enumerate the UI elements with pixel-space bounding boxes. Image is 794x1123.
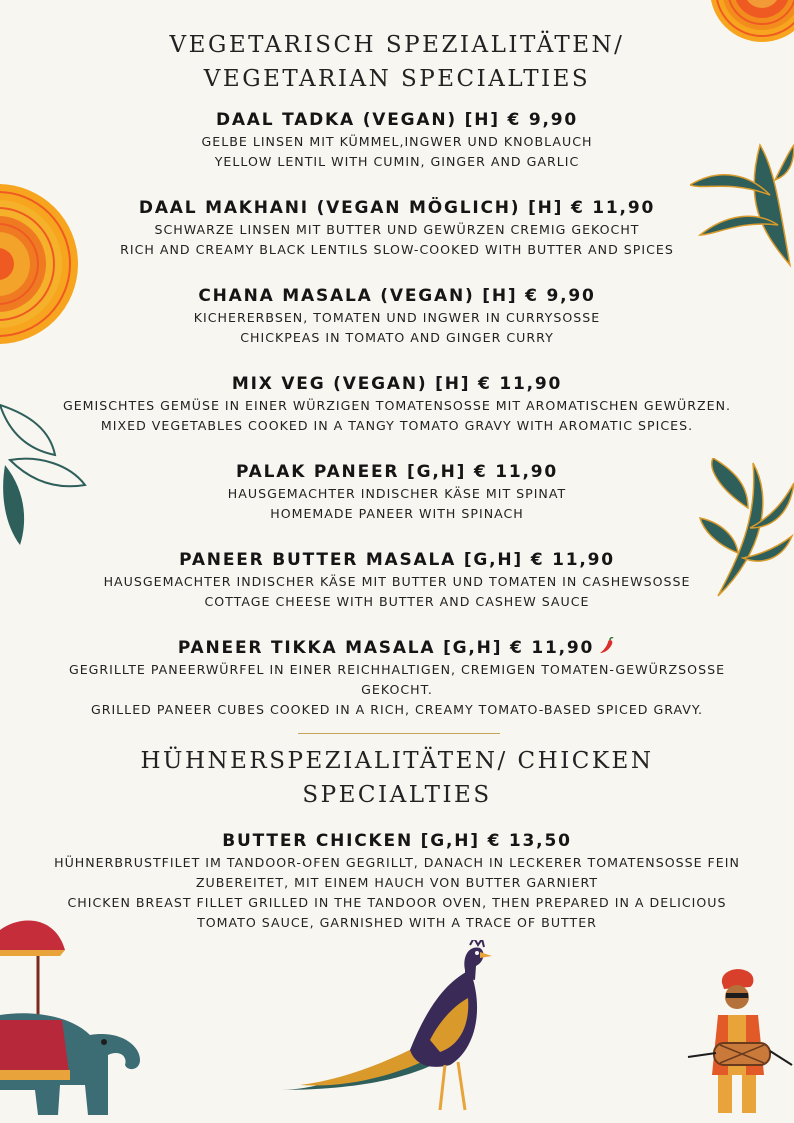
section-title-line: SPECIALTIES: [302, 782, 492, 808]
section-title-chicken: [0, 744, 794, 812]
menu-item: [0, 196, 794, 260]
chili-pepper-icon: [598, 637, 616, 655]
dish-desc-en: GRILLED PANEER CUBES COOKED IN A RICH, CREAMY TOMATO-BASED SPICED GRAVY.: [90, 702, 704, 717]
dish-name: MIX VEG (VEGAN) [H] € 11,90: [231, 374, 563, 394]
menu-item: [0, 284, 794, 348]
dish-name: DAAL MAKHANI (VEGAN MÖGLICH) [H] € 11,90: [138, 198, 656, 218]
dish-desc-de: HÜHNERBRUSTFILET IM TANDOOR-OFEN GEGRILLT, DANACH IN LECKERER TOMATENSOSSE FEIN ZUBEREITET, MIT EINEM HAUCH VON BUTTER GARNIERT: [54, 855, 740, 890]
section-title-vegetarian: [0, 28, 794, 96]
section-divider: [298, 733, 500, 734]
dish-desc-de: SCHWARZE LINSEN MIT BUTTER UND GEWÜRZEN CREMIG GEKOCHT: [154, 222, 640, 237]
menu-item: [0, 548, 794, 612]
dish-name: BUTTER CHICKEN [G,H] € 13,50: [222, 831, 572, 851]
dish-desc-de: HAUSGEMACHTER INDISCHER KÄSE MIT BUTTER UND TOMATEN IN CASHEWSOSSE: [103, 574, 691, 589]
dish-desc-en: CHICKPEAS IN TOMATO AND GINGER CURRY: [240, 330, 554, 345]
peacock-icon: [280, 940, 500, 1120]
dish-name: PANEER TIKKA MASALA [G,H] € 11,90: [177, 638, 595, 658]
dish-desc-en: CHICKEN BREAST FILLET GRILLED IN THE TANDOOR OVEN, THEN PREPARED IN A DELICIOUS TOMATO SAUCE, GARNISHED WITH A TRACE OF BUTTER: [67, 895, 727, 930]
menu-item: [0, 108, 794, 172]
dish-desc-en: COTTAGE CHEESE WITH BUTTER AND CASHEW SAUCE: [204, 594, 590, 609]
menu-item: [0, 636, 794, 720]
dish-name-row: [0, 636, 794, 660]
dish-desc-en: MIXED VEGETABLES COOKED IN A TANGY TOMATO GRAVY WITH AROMATIC SPICES.: [100, 418, 694, 433]
menu-item: [0, 372, 794, 436]
dish-desc-en: HOMEMADE PANEER WITH SPINACH: [270, 506, 524, 521]
dish-desc-de: GELBE LINSEN MIT KÜMMEL,INGWER UND KNOBLAUCH: [201, 134, 593, 149]
dish-name: DAAL TADKA (VEGAN) [H] € 9,90: [215, 110, 579, 130]
section-title-line: VEGETARISCH SPEZIALITÄTEN/: [169, 32, 625, 58]
drummer-icon: [680, 965, 794, 1123]
dish-name: PALAK PANEER [G,H] € 11,90: [235, 462, 559, 482]
dish-desc-de: KICHERERBSEN, TOMATEN UND INGWER IN CURRYSOSSE: [193, 310, 601, 325]
dish-name: PANEER BUTTER MASALA [G,H] € 11,90: [179, 550, 615, 570]
menu-item: [0, 460, 794, 524]
elephant-icon: [0, 920, 150, 1123]
dish-desc-en: RICH AND CREAMY BLACK LENTILS SLOW-COOKED WITH BUTTER AND SPICES: [120, 242, 674, 257]
dish-desc-de: HAUSGEMACHTER INDISCHER KÄSE MIT SPINAT: [227, 486, 567, 501]
dish-desc-de: GEMISCHTES GEMÜSE IN EINER WÜRZIGEN TOMATENSOSSE MIT AROMATISCHEN GEWÜRZEN.: [62, 398, 732, 413]
section-title-line: HÜHNERSPEZIALITÄTEN/ CHICKEN: [140, 748, 654, 774]
menu-item: [0, 829, 794, 933]
dish-name: CHANA MASALA (VEGAN) [H] € 9,90: [198, 286, 596, 306]
dish-desc-de: GEGRILLTE PANEERWÜRFEL IN EINER REICHHALTIGEN, CREMIGEN TOMATEN-GEWÜRZSOSSE GEKOCHT.: [68, 662, 726, 697]
section-title-line: VEGETARIAN SPECIALTIES: [203, 66, 591, 92]
dish-desc-en: YELLOW LENTIL WITH CUMIN, GINGER AND GARLIC: [214, 154, 580, 169]
